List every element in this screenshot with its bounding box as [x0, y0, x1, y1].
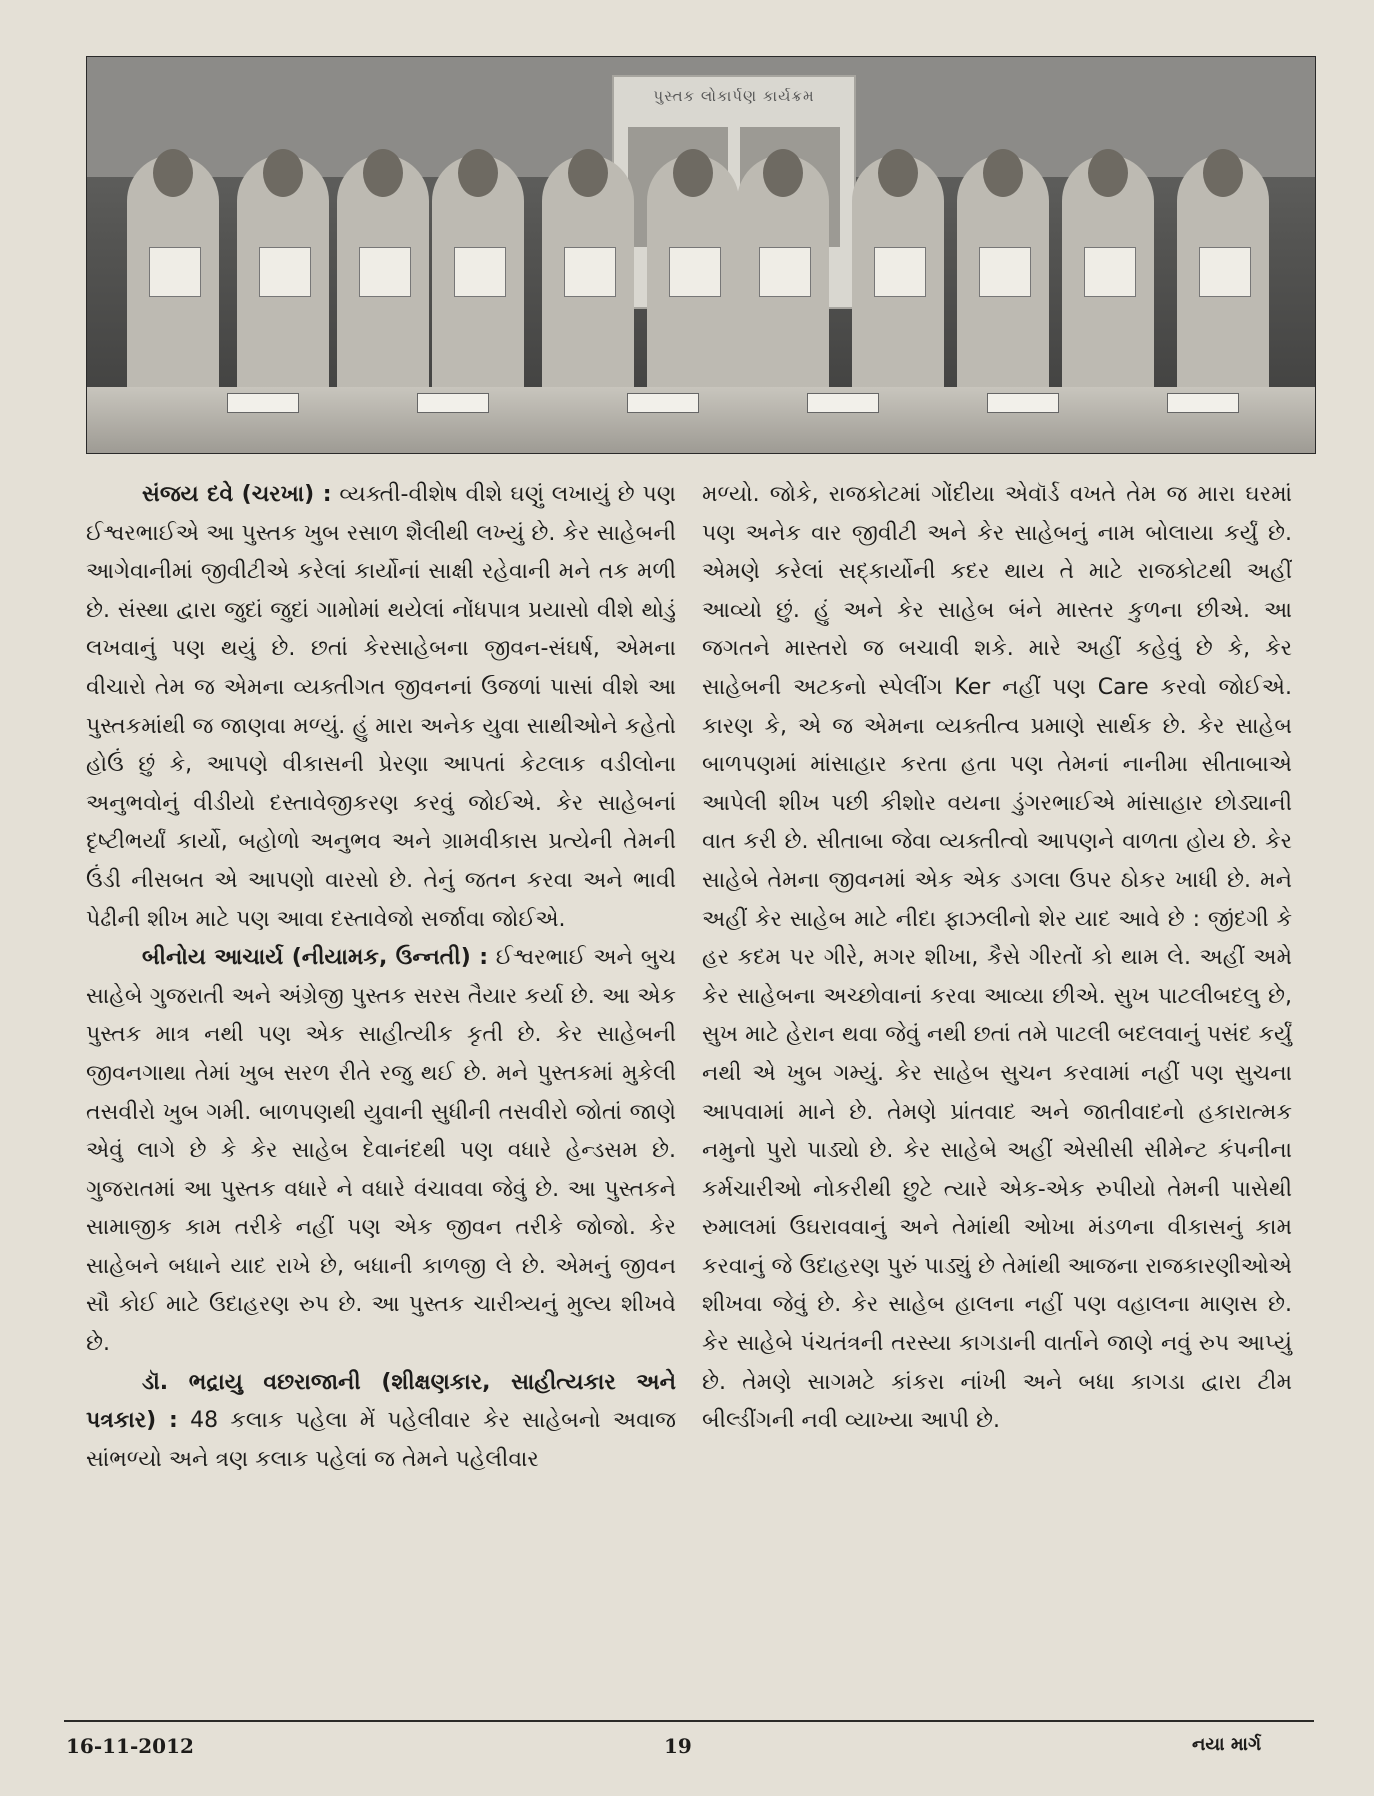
photo-person: [852, 155, 944, 405]
photo-person: [957, 155, 1049, 405]
banner-title: પુસ્તક લોકાર્પણ કાર્યક્રમ: [653, 87, 815, 105]
nameplate: [987, 393, 1059, 413]
paragraph-text: વ્યક્તી-વીશેષ વીશે ઘણું લખાયું છે પણ ઈશ્વરભાઈએ આ પુસ્તક ખુબ રસાળ શૈલીથી લખ્યું છે. કેર સાહેબની આગેવાનીમાં જીવીટીએ કરેલાં કાર્યોનાં સાક્ષી રહેવાની મને તક મળી છે. સંસ્થા દ્વારા જુદાં જુદાં ગામોમાં થયેલાં નોંધપાત્ર પ્રયાસો વીશે થોડું લખવાનું પણ થયું છે. છતાં કેરસાહેબના જીવન-સંઘર્ષ, એમના વીચારો તેમ જ એમના વ્યક્તીગત જીવનનાં ઉજળાં પાસાં વીશે આ પુસ્તકમાંથી જ જાણવા મળ્યું. હું મારા અનેક યુવા સાથીઓને કહેતો હોઉં છું કે, આપણે વીકાસની પ્રેરણા આપતાં કેટલાક વડીલોના અનુભવોનું વીડીયો દસ્તાવેજીકરણ કરવું જોઈએ. કેર સાહેબનાં દૃષ્ટીભર્યાં કાર્યો, બહોળો અનુભવ અને ગ્રામવીકાસ પ્રત્યેની તેમની ઉંડી નીસબત એ આપણો વારસો છે. તેનું જતન કરવા અને ભાવી પેઢીની શીખ માટે પણ આવા દસ્તાવેજો સર્જાવા જોઈએ.: [86, 482, 676, 932]
speaker-name: સંજય દવે (ચરખા) :: [142, 482, 332, 507]
nameplate: [417, 393, 489, 413]
speaker-name: ડૉ. ભદ્રાયુ વછરાજાની (શીક્ષણકાર, સાહીત્યકાર અને પત્રકાર) :: [86, 1369, 676, 1434]
nameplate: [1167, 393, 1239, 413]
paragraph-bhadrayu-vachhrajani: [86, 1364, 676, 1480]
photo-person: [1062, 155, 1154, 405]
paragraph-binoy-acharya: [86, 939, 676, 1364]
page-number: 19: [664, 1734, 692, 1758]
speaker-name: બીનોય આચાર્ય (નીયામક, ઉન્નતી) :: [142, 945, 488, 971]
nameplate: [227, 393, 299, 413]
nameplate: [627, 393, 699, 413]
event-photo: [86, 56, 1316, 454]
paragraph-text: ઈશ્વરભાઈ અને બુચ સાહેબે ગુજરાતી અને અંગ્રેજી પુસ્તક સરસ તૈયાર કર્યા છે. આ એક પુસ્તક માત્ર નથી પણ એક સાહીત્યીક કૃતી છે. કેર સાહેબની જીવનગાથા તેમાં ખુબ સરળ રીતે રજુ થઈ છે. મને પુસ્તકમાં મુકેલી તસવીરો ખુબ ગમી. બાળપણથી યુવાની સુધીની તસવીરો જોતાં જાણે એવું લાગે છે કે કેર સાહેબ દેવાનંદથી પણ વધારે હેન્ડસમ છે. ગુજરાતમાં આ પુસ્તક વધારે ને વધારે વંચાવવા જેવું છે. આ પુસ્તકને સામાજીક કામ તરીકે નહીં પણ એક જીવન તરીકે જોજો. કેર સાહેબને બધાને યાદ રાખે છે, બધાની કાળજી લે છે. એમનું જીવન સૌ કોઈ માટે ઉદાહરણ રુપ છે. આ પુસ્તક ચારીત્ર્યનું મુલ્ય શીખવે છે.: [86, 945, 676, 1357]
photo-person: [542, 155, 634, 405]
photo-person: [432, 155, 524, 405]
photo-person: [237, 155, 329, 405]
paragraph-continued: મળ્યો. જોકે, રાજકોટમાં ગોંદીયા એવૉર્ડ વખતે તેમ જ મારા ઘરમાં પણ અનેક વાર જીવીટી અને કેર સાહેબનું નામ બોલાયા કર્યું છે. એમણે કરેલાં સદ્કાર્યોની કદર થાય તે માટે રાજકોટથી અહીં આવ્યો છું. હું અને કેર સાહેબ બંને માસ્તર કુળના છીએ. આ જગતને માસ્તરો જ બચાવી શકે. મારે અહીં કહેવું છે કે, કેર સાહેબની અટકનો સ્પેલીંગ Ker નહીં પણ Care કરવો જોઈએ. કારણ કે, એ જ એમના વ્યક્તીત્વ પ્રમાણે સાર્થક છે. કેર સાહેબ બાળપણમાં માંસાહાર કરતા હતા પણ તેમનાં નાનીમા સીતાબાએ આપેલી શીખ પછી કીશોર વયના ડુંગરભાઈએ માંસાહાર છોડ્યાની વાત કરી છે. સીતાબા જેવા વ્યક્તીત્વો આપણને વાળતા હોય છે. કેર સાહેબે તેમના જીવનમાં એક એક ડગલા ઉપર ઠોકર ખાધી છે. મને અહીં કેર સાહેબ માટે નીદા ફાઝલીનો શેર યાદ આવે છે : જીંદગી કે હર કદમ પર ગીરે, મગર શીખા, કૈસે ગીરતોં કો થામ લે. અહીં અમે કેર સાહેબના અચ્છોવાનાં કરવા આવ્યા છીએ. સુખ પાટલીબદલુ છે, સુખ માટે હેરાન થવા જેવું નથી છતાં તમે પાટલી બદલવાનું પસંદ કર્યું નથી એ ખુબ ગમ્યું. કેર સાહેબ સુચન કરવામાં નહીં પણ સુચના આપવામાં માને છે. તેમણે પ્રાંતવાદ અને જાતીવાદનો હકારાત્મક નમુનો પુરો પાડ્યો છે. કેર સાહેબે અહીં એસીસી સીમેન્ટ કંપનીના કર્મચારીઓ નોકરીથી છુટે ત્યારે એક-એક રુપીયો તેમની પાસેથી રુમાલમાં ઉઘરાવવાનું અને તેમાંથી ઓખા મંડળના વીકાસનું કામ કરવાનું જે ઉદાહરણ પુરું પાડ્યું છે તેમાંથી આજના રાજકારણીઓએ શીખવા જેવું છે. કેર સાહેબ હાલના નહીં પણ વહાલના માણસ છે. કેર સાહેબે પંચતંત્રની તરસ્યા કાગડાની વાર્તાને જાણે નવું રુપ આપ્યું છે. તેમણે સાગમટે કાંકરા નાંખી અને બધા કાગડા દ્વારા ટીમ બીલ્ડીંગની નવી વ્યાખ્યા આપી છે.: [702, 482, 1292, 1434]
left-column: [86, 476, 676, 1479]
nameplate: [807, 393, 879, 413]
paragraph-sanjay-dave: [86, 476, 676, 939]
publication-name: નયા માર્ગ: [1192, 1734, 1262, 1755]
photo-person: [737, 155, 829, 405]
footer-divider: [64, 1720, 1314, 1722]
issue-date: 16-11-2012: [66, 1734, 194, 1758]
photo-person: [647, 155, 739, 405]
photo-person: [1177, 155, 1269, 405]
photo-person: [127, 155, 219, 405]
paragraph-text: 48 કલાક પહેલા મેં પહેલીવાર કેર સાહેબનો અવાજ સાંભળ્યો અને ત્રણ કલાક પહેલાં જ તેમને પહેલીવાર: [86, 1408, 676, 1472]
right-column: [702, 476, 1292, 1441]
photo-person: [337, 155, 429, 405]
